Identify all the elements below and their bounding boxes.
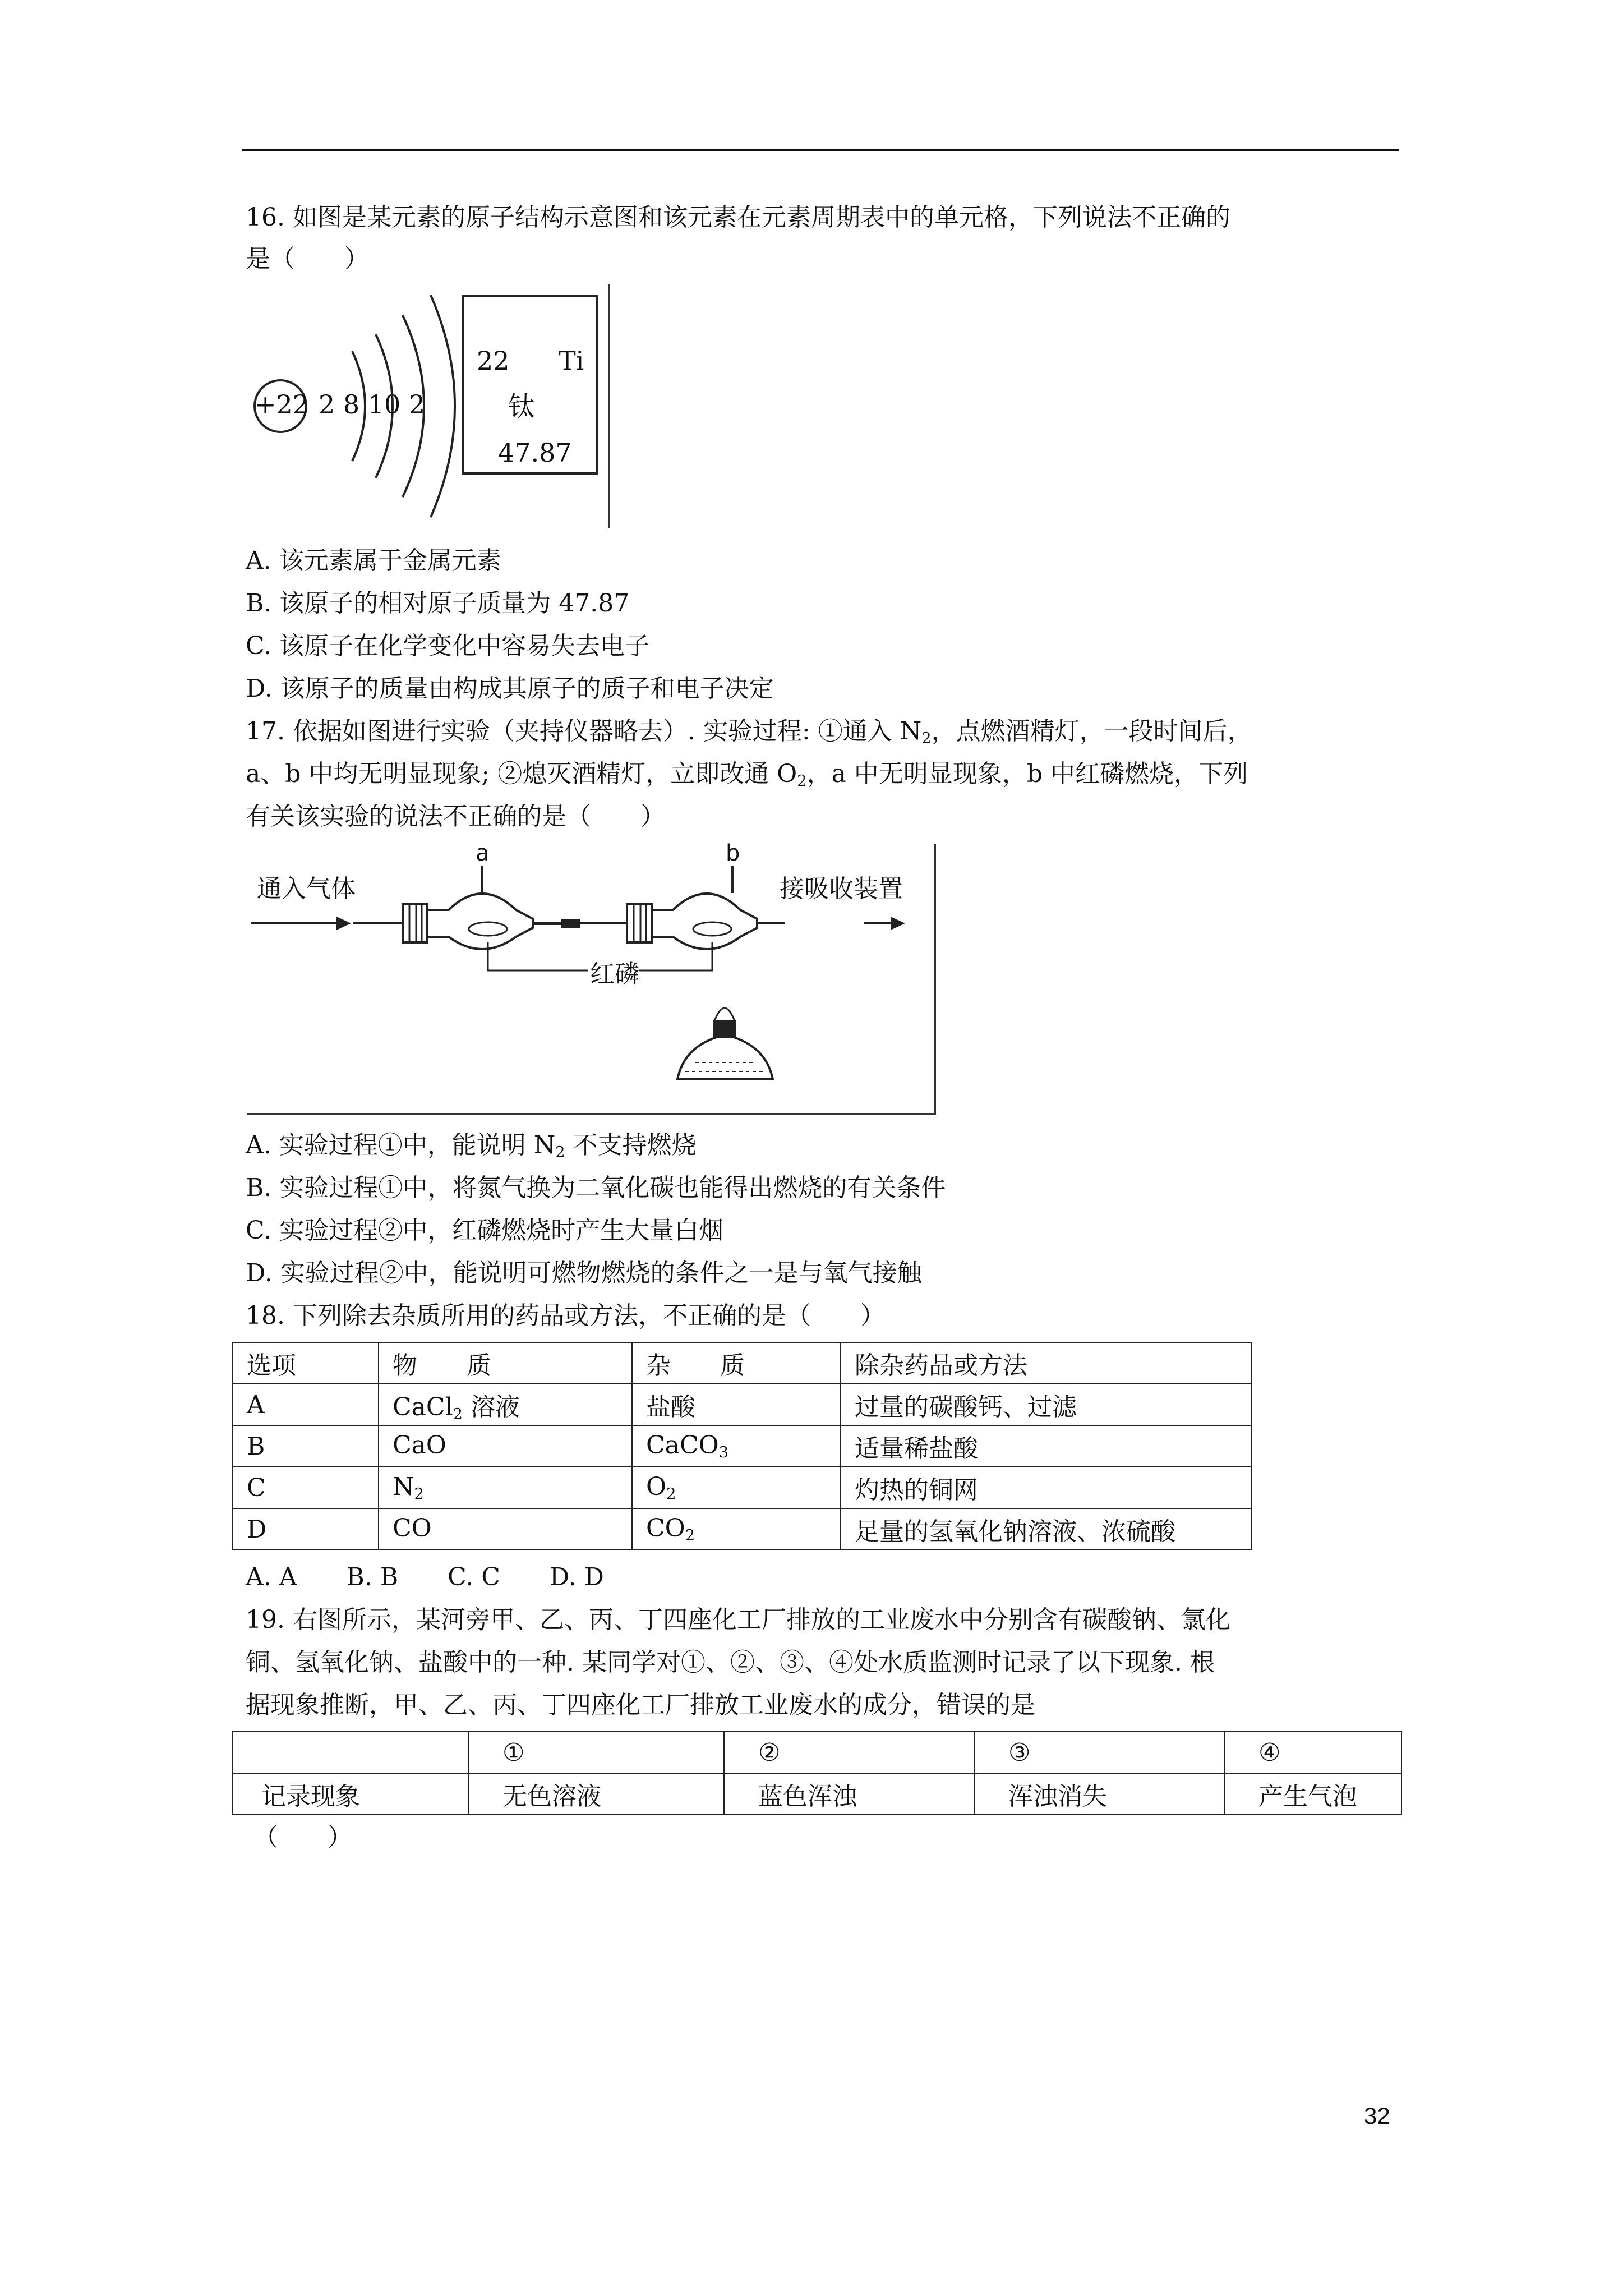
label-red-phosphorus: 红磷 <box>590 960 639 988</box>
label-absorber: 接吸收装置 <box>780 875 903 903</box>
method-cell: 过量的碳酸钙、过滤 <box>841 1384 1251 1425</box>
q17-stem-line2: a、b 中均无明显现象; ②熄灭酒精灯，立即改通 $O_2$，a 中无明显现象，b 中红磷燃烧，下列 <box>246 760 1248 790</box>
element-name: 钛 <box>508 391 536 422</box>
option-cell: A <box>233 1384 379 1425</box>
header-rule <box>242 149 1399 151</box>
header-cell: 杂 质 <box>632 1342 841 1384</box>
page-number: 32 <box>1364 2102 1390 2129</box>
table-row <box>233 1773 1401 1815</box>
q16-option-d: D. 该原子的质量由构成其原子的质子和电子决定 <box>246 674 774 703</box>
substance-cell: CO <box>379 1508 632 1550</box>
impurity-cell: 盐酸 <box>632 1384 841 1425</box>
q17-option-d: D. 实验过程②中，能说明可燃物燃烧的条件之一是与氧气接触 <box>246 1259 922 1287</box>
row-label-cell: 记录现象 <box>233 1773 468 1815</box>
method-cell: 足量的氢氧化钠溶液、浓硫酸 <box>841 1508 1251 1550</box>
label-gas-in: 通入气体 <box>257 875 356 903</box>
table-row <box>233 1467 1251 1508</box>
substance-cell: CaCl$_2$ 溶液 <box>379 1384 632 1425</box>
q17-option-a: A. 实验过程①中，能说明 $N_2$ 不支持燃烧 <box>246 1131 697 1161</box>
header-cell: 物 质 <box>379 1342 632 1384</box>
combustion-apparatus-figure <box>247 840 936 1115</box>
q19-stem-line3: 据现象推断，甲、乙、丙、丁四座化工厂排放工业废水的成分，错误的是 <box>246 1691 1035 1719</box>
substance-cell: CaO <box>379 1425 632 1467</box>
element-symbol: Ti <box>559 346 584 376</box>
table-header-row <box>233 1342 1251 1384</box>
method-cell: 适量稀盐酸 <box>841 1425 1251 1467</box>
header-cell: ③ <box>974 1732 1224 1773</box>
q19-answer-brackets: （ ） <box>253 1823 352 1852</box>
q18-table <box>232 1342 1252 1550</box>
q17-stem-line3: 有关该实验的说法不正确的是（ ） <box>246 802 665 831</box>
observation-cell: 浑浊消失 <box>974 1773 1224 1815</box>
table-row <box>233 1508 1251 1550</box>
option-cell: C <box>233 1467 379 1508</box>
q19-stem-line1: 19. 右图所示，某河旁甲、乙、丙、丁四座化工厂排放的工业废水中分别含有碳酸钠、氯化 <box>246 1605 1230 1634</box>
table-row <box>233 1384 1251 1425</box>
q17-stem-line1: 17. 依据如图进行实验（夹持仪器略去）. 实验过程: ①通入 $N_2$，点燃酒精灯，一段时间后， <box>246 717 1252 747</box>
header-cell: ① <box>468 1732 724 1773</box>
electron-shells: 2 8 10 2 <box>319 389 426 420</box>
atomic-structure-figure <box>246 284 610 528</box>
q16-option-c: C. 该原子在化学变化中容易失去电子 <box>246 632 650 660</box>
table-row <box>233 1425 1251 1467</box>
observation-cell: 无色溶液 <box>468 1773 724 1815</box>
observation-cell: 产生气泡 <box>1224 1773 1401 1815</box>
atomic-number: 22 <box>477 346 510 376</box>
label-a: a <box>476 840 490 866</box>
impurity-cell: $CO_2$ <box>632 1508 841 1550</box>
header-cell: 选项 <box>233 1342 379 1384</box>
q18-choices: A. A B. B C. C D. D <box>246 1563 604 1591</box>
q16-option-a: A. 该元素属于金属元素 <box>246 546 501 575</box>
atomic-mass: 47.87 <box>498 438 572 468</box>
observation-cell: 蓝色浑浊 <box>724 1773 974 1815</box>
header-cell <box>233 1732 468 1773</box>
q19-stem-line2: 铜、氢氧化钠、盐酸中的一种. 某同学对①、②、③、④处水质监测时记录了以下现象. 根 <box>246 1648 1215 1677</box>
option-cell: D <box>233 1508 379 1550</box>
table-header-row <box>233 1732 1401 1773</box>
nucleus-charge: +22 <box>255 389 310 420</box>
impurity-cell: CaCO$_3$ <box>632 1425 841 1467</box>
q18-stem: 18. 下列除去杂质所用的药品或方法，不正确的是（ ） <box>246 1301 885 1330</box>
method-cell: 灼热的铜网 <box>841 1467 1251 1508</box>
q19-table <box>232 1731 1402 1815</box>
header-cell: 除杂药品或方法 <box>841 1342 1251 1384</box>
q16-stem-line1: 16. 如图是某元素的原子结构示意图和该元素在元素周期表中的单元格，下列说法不正确的 <box>246 203 1230 232</box>
option-cell: B <box>233 1425 379 1467</box>
header-cell: ④ <box>1224 1732 1401 1773</box>
q17-option-b: B. 实验过程①中，将氮气换为二氧化碳也能得出燃烧的有关条件 <box>246 1174 946 1202</box>
q16-option-b: B. 该原子的相对原子质量为 47.87 <box>246 589 630 618</box>
header-cell: ② <box>724 1732 974 1773</box>
label-b: b <box>726 840 740 866</box>
q16-stem-line2: 是（ ） <box>246 245 369 273</box>
q17-option-c: C. 实验过程②中，红磷燃烧时产生大量白烟 <box>246 1216 724 1245</box>
impurity-cell: $O_2$ <box>632 1467 841 1508</box>
substance-cell: $N_2$ <box>379 1467 632 1508</box>
